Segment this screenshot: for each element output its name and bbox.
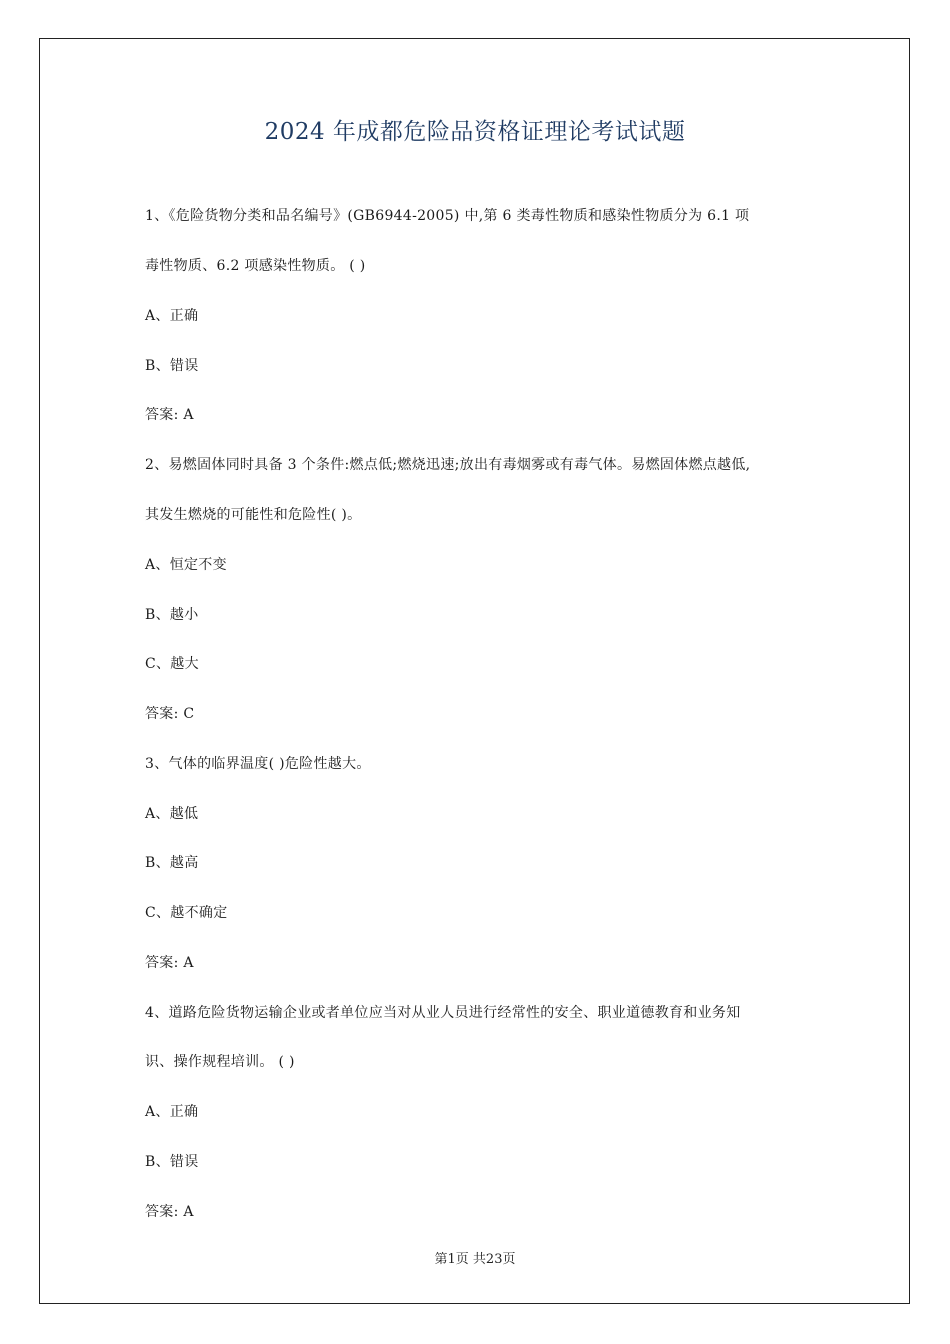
question-4-stem-line-2: 识、操作规程培训。 ( ): [145, 1054, 295, 1070]
question-1-stem-line-1: 1、《危险货物分类和品名编号》(GB6944-2005) 中,第 6 类毒性物质和感染性物质分为 6.1 项: [145, 208, 750, 224]
page-footer: 第1页 共23页: [434, 1252, 516, 1267]
question-1-option-b: B、错误: [145, 358, 199, 374]
question-4-stem-line-1: 4、道路危险货物运输企业或者单位应当对从业人员进行经常性的安全、职业道德教育和业务知: [145, 1005, 741, 1021]
question-1-stem-line-2: 毒性物质、6.2 项感染性物质。 ( ): [145, 258, 366, 274]
question-3-option-c: C、越不确定: [145, 905, 228, 921]
question-2-answer: 答案: C: [145, 706, 195, 722]
question-2-option-c: C、越大: [145, 656, 199, 672]
question-2-stem-line-2: 其发生燃烧的可能性和危险性( )。: [145, 507, 362, 523]
question-1-option-a: A、正确: [145, 308, 199, 324]
question-1-answer: 答案: A: [145, 407, 194, 423]
question-2-option-b: B、越小: [145, 607, 199, 623]
question-4-option-b: B、错误: [145, 1154, 199, 1170]
question-4-option-a: A、正确: [145, 1104, 199, 1120]
question-3-stem-line-1: 3、气体的临界温度( )危险性越大。: [145, 756, 371, 772]
question-2-option-a: A、恒定不变: [145, 557, 227, 573]
document-title: 2024 年成都危险品资格证理论考试试题: [264, 119, 686, 145]
question-3-option-b: B、越高: [145, 855, 199, 871]
question-4-answer: 答案: A: [145, 1204, 194, 1220]
question-3-option-a: A、越低: [145, 806, 199, 822]
question-2-stem-line-1: 2、易燃固体同时具备 3 个条件:燃点低;燃烧迅速;放出有毒烟雾或有毒气体。易燃固体燃点越低,: [145, 457, 751, 473]
question-3-answer: 答案: A: [145, 955, 194, 971]
